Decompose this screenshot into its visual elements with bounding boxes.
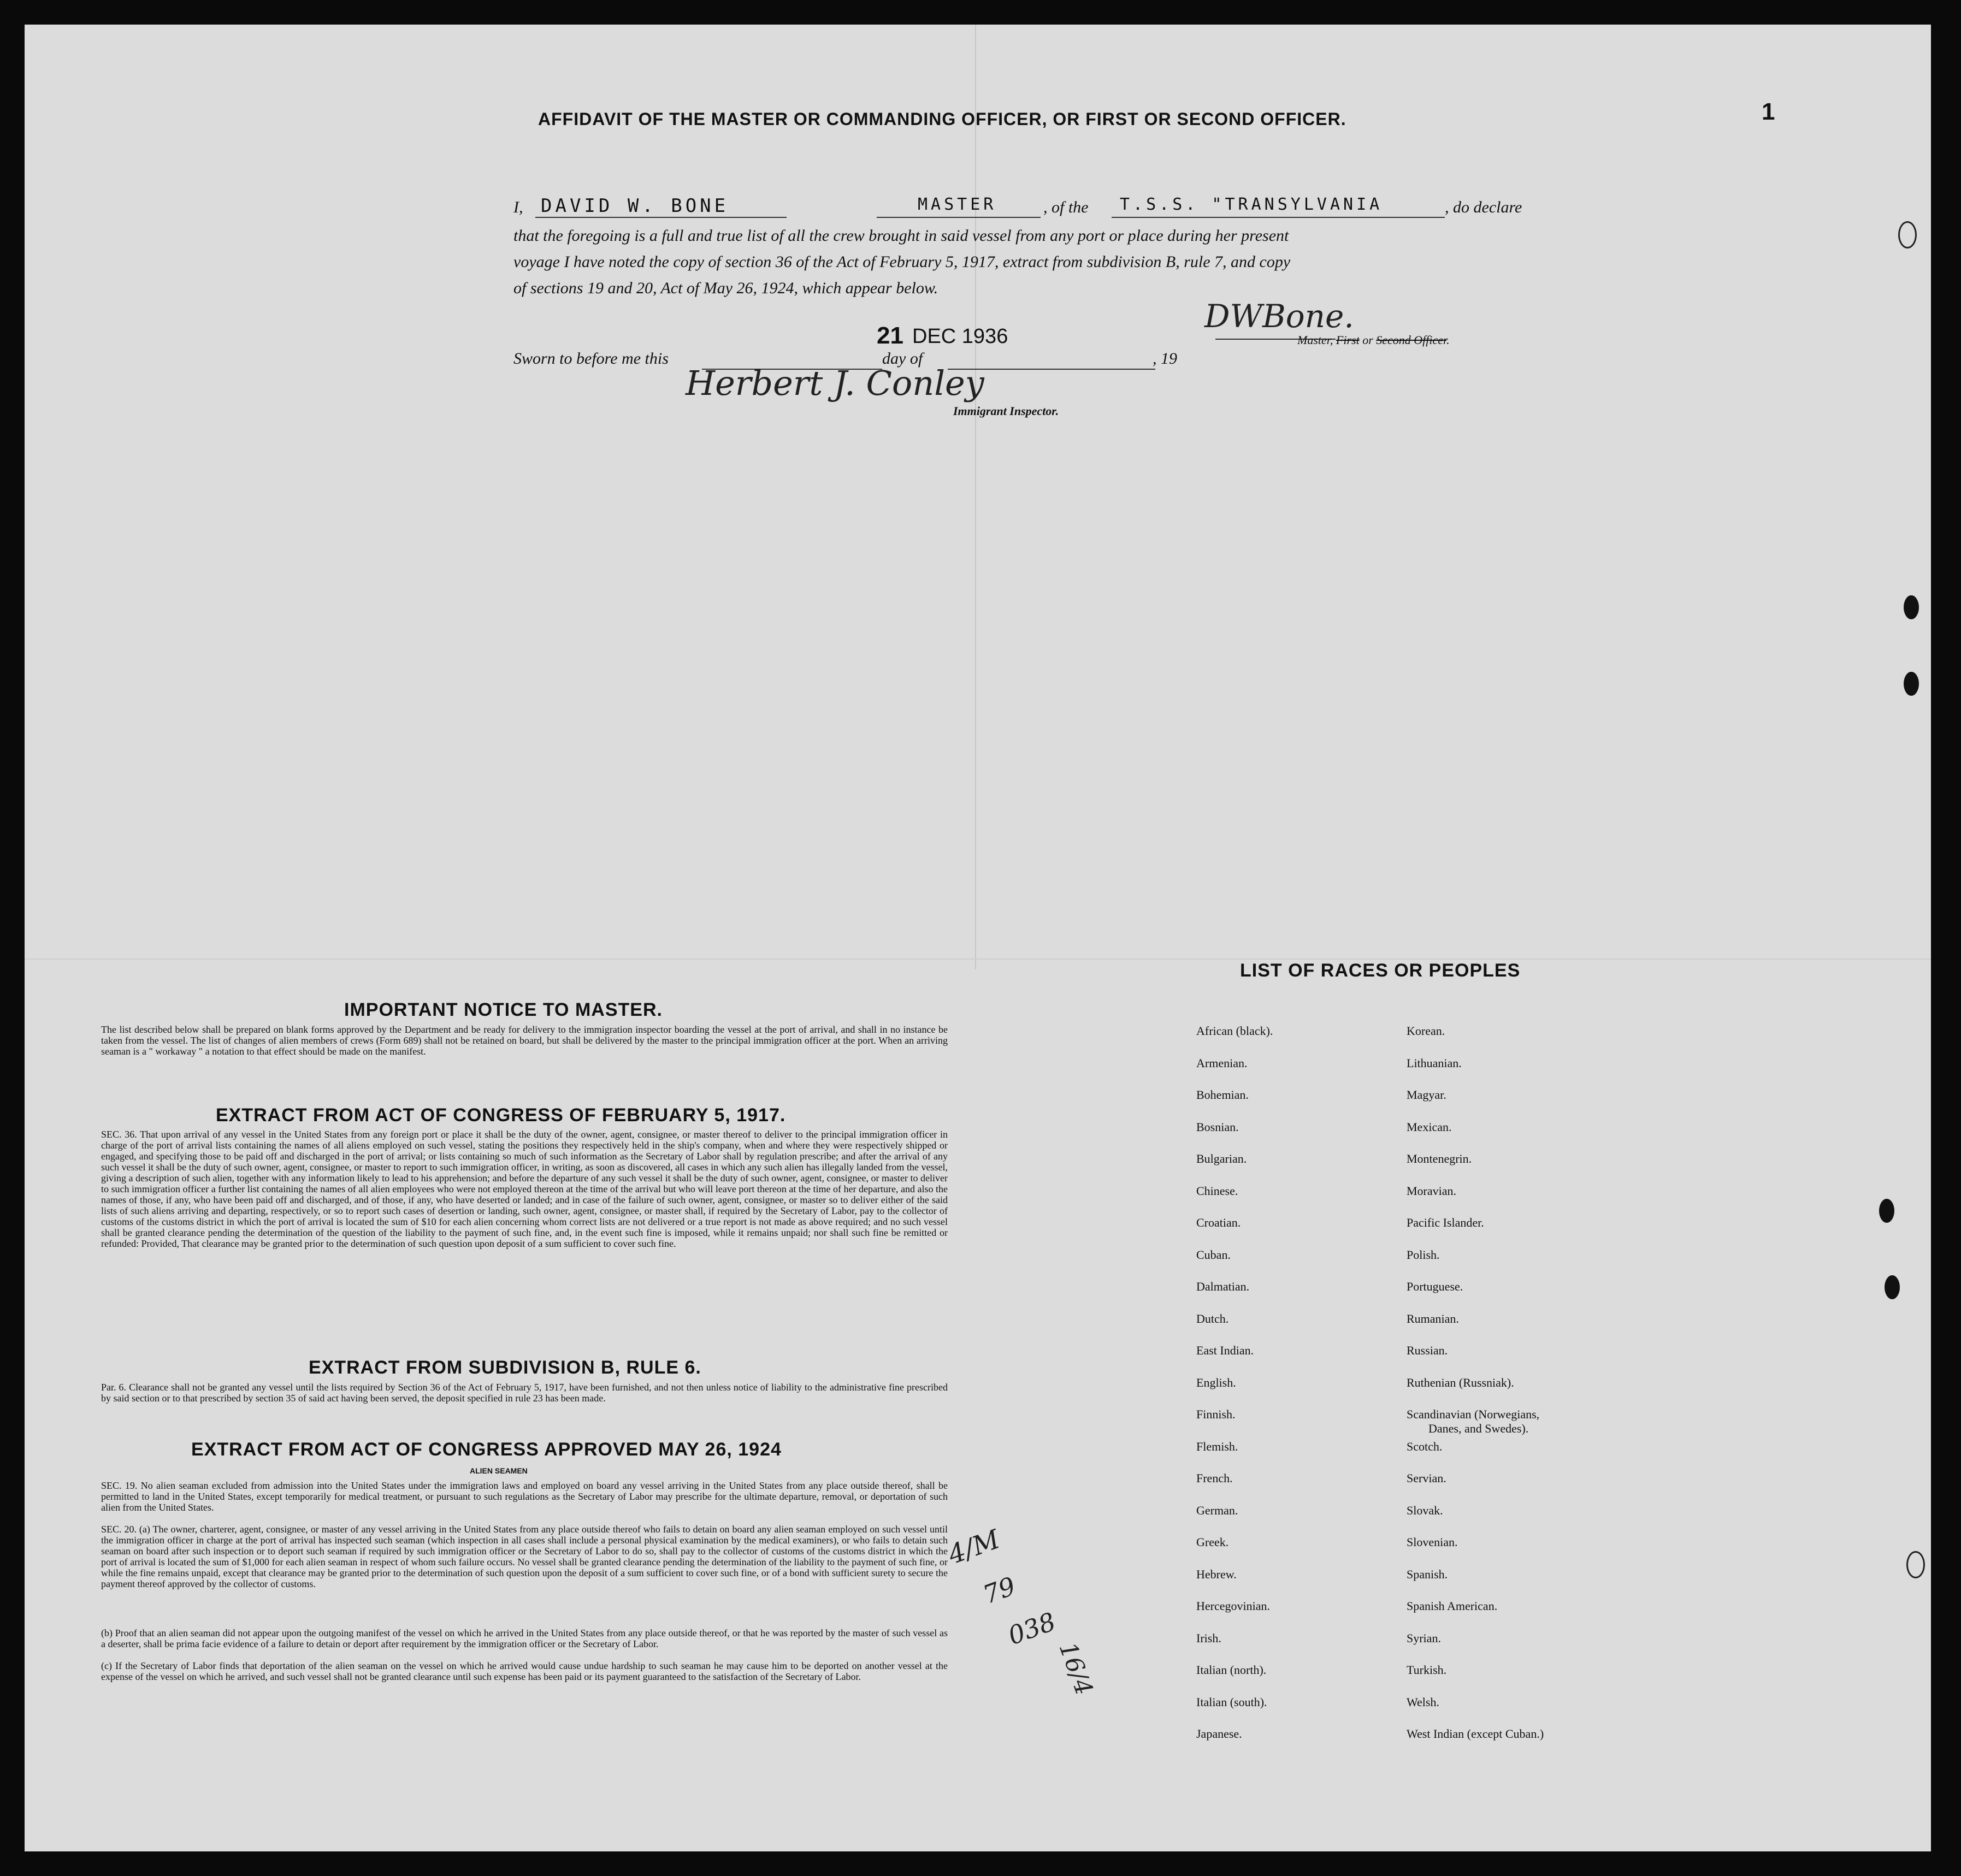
notice-title: IMPORTANT NOTICE TO MASTER. [344, 999, 663, 1020]
caption-second: Second Officer [1376, 333, 1447, 347]
caption-end: . [1446, 333, 1450, 347]
vessel-name: T.S.S. "TRANSYLVANIA [1120, 195, 1383, 214]
race-item: Croatian. [1196, 1216, 1241, 1229]
race-item: Slovak. [1407, 1503, 1443, 1517]
race-item: Welsh. [1407, 1695, 1439, 1709]
affidavit-title: AFFIDAVIT OF THE MASTER OR COMMANDING OFFICER, OR FIRST OR SECOND OFFICER. [538, 109, 1346, 129]
races-title: LIST OF RACES OR PEOPLES [1240, 960, 1521, 981]
page-number: 1 [1762, 98, 1775, 125]
document-page [25, 25, 1931, 1851]
sworn-label: Sworn to before me this [513, 350, 669, 368]
races-right-column [1407, 1024, 1544, 1759]
race-item: Montenegrin. [1407, 1152, 1472, 1165]
race-item: Spanish. [1407, 1567, 1448, 1581]
race-item: Cuban. [1196, 1247, 1231, 1262]
race-item-text: Scandinavian (Norwegians, [1407, 1407, 1540, 1421]
race-item: West Indian (except Cuban.) [1407, 1727, 1544, 1741]
inspector-signature: Herbert J. Conley [686, 363, 984, 403]
race-item: Rumanian. [1407, 1311, 1459, 1325]
race-item: Turkish. [1407, 1663, 1447, 1677]
race-item: Polish. [1407, 1247, 1440, 1262]
race-item: Bulgarian. [1196, 1152, 1247, 1165]
race-item: Bosnian. [1196, 1120, 1239, 1134]
sec-20b-text: (b) Proof that an alien seaman did not appear upon the outgoing manifest of the vessel on which he arrived in the United States from any place outside thereof, or that he was reported by the master of such vessel as a deserter, shall be prima facie evidence of a failure to detain or deport after requirement by the immigration officer or the Secretary of Labor. [101, 1628, 948, 1649]
date-stamp-day: 21 [877, 322, 903, 349]
inspector-caption: Immigrant Inspector. [953, 404, 1059, 418]
race-item: Scotch. [1407, 1439, 1443, 1453]
punch-hole [1898, 221, 1917, 248]
date-stamp: DEC 1936 [912, 325, 1008, 348]
extract-1917-title: EXTRACT FROM ACT OF CONGRESS OF FEBRUARY 5, 1917. [216, 1105, 786, 1126]
race-item: Greek. [1196, 1535, 1229, 1549]
caption-or: or [1362, 333, 1373, 347]
race-item [1407, 1407, 1544, 1440]
fold-line-horizontal [25, 958, 1931, 960]
punch-hole [1904, 595, 1919, 619]
caption-master: Master, [1297, 333, 1333, 347]
fold-line-vertical [975, 25, 976, 969]
name-underline [535, 217, 787, 218]
race-item: Slovenian. [1407, 1535, 1458, 1549]
affidavit-line-4: of sections 19 and 20, Act of May 26, 1924, which appear below. [513, 279, 938, 297]
alien-seamen-subtitle: ALIEN SEAMEN [470, 1466, 528, 1475]
handwritten-note-2: 79 [979, 1571, 1020, 1610]
race-item: Portuguese. [1407, 1280, 1463, 1293]
extract-1924-title: EXTRACT FROM ACT OF CONGRESS APPROVED MAY 26, 1924 [191, 1439, 782, 1460]
race-item: Magyar. [1407, 1088, 1446, 1102]
master-caption [1297, 333, 1450, 347]
affidavit-line-2: that the foregoing is a full and true list of all the crew brought in said vessel from any port or place during her present [513, 227, 1289, 245]
race-item: Dutch. [1196, 1311, 1229, 1325]
punch-hole [1906, 1551, 1925, 1578]
of-the-label: , of the [1043, 198, 1089, 216]
handwritten-note-1: 4/M [944, 1524, 1004, 1571]
rank-underline [877, 217, 1041, 218]
punch-hole [1879, 1199, 1894, 1223]
race-item: Japanese. [1196, 1727, 1242, 1741]
affidavit-line-3: voyage I have noted the copy of section 36 of the Act of February 5, 1917, extract from subdivision B, rule 7, and copy [513, 253, 1291, 271]
race-item: African (black). [1196, 1024, 1273, 1038]
race-item: Irish. [1196, 1631, 1221, 1645]
affidavit-i: I, [513, 198, 523, 216]
notice-text: The list described below shall be prepared on blank forms approved by the Department and be ready for delivery to the immigration inspector boarding the vessel at the port of arrival, and shall in no instance be taken from the vessel. The list of changes of alien members of crews (Form 689) shall not be retained on board, but shall be delivered by the master to the principal immigration officer at the port. When an arriving seaman is a " workaway " a notation to that effect should be made on the manifest. [101, 1024, 948, 1057]
sec-20a-text: SEC. 20. (a) The owner, charterer, agent, consignee, or master of any vessel arriving in the United States from any place outside thereof who fails to detain on board any alien seaman employed on such vessel until the immigration officer in charge at the port of arrival has inspected such seaman (which inspection in all cases shall include a personal physical examination by the medical examiners), or who fails to detain such seaman on board after such inspection or to deport such seaman if required by such immigration officer or the Secretary of Labor to do so, shall pay to the collector of customs of the customs district in which the port of arrival is located the sum of $1,000 for each alien seaman in respect of whom such failure occurs. No vessel shall be granted clearance pending the determination of the liability to the payment of such fine, or while the fine remains unpaid, except that clearance may be granted prior to the determination of such question upon the deposit of a sum sufficient to cover such fine, or of a bond with sufficient surety to secure the payment thereof approved by the collector of customs. [101, 1524, 948, 1589]
race-item: Russian. [1407, 1344, 1448, 1357]
rule-6-text: Par. 6. Clearance shall not be granted any vessel until the lists required by Section 36 of the Act of February 5, 1917, have been furnished, and not then unless notice of liability to the administrative fine prescribed by said section or to that prescribed by section 35 of said act having been served, the deposit specified in rule 23 has been made. [101, 1382, 948, 1404]
race-item: Finnish. [1196, 1407, 1236, 1421]
do-declare-label: , do declare [1445, 198, 1522, 216]
race-item: East Indian. [1196, 1344, 1254, 1357]
race-item: Korean. [1407, 1024, 1445, 1038]
master-name: DAVID W. BONE [541, 195, 729, 217]
race-item: Bohemian. [1196, 1088, 1249, 1102]
race-item: Dalmatian. [1196, 1280, 1250, 1293]
sec-20c-text: (c) If the Secretary of Labor finds that deportation of the alien seaman on the vessel on which he arrived would cause undue hardship to such seaman he may cause him to be deported on another vessel at the expense of the vessel on which he arrived, and such vessel shall not be granted clearance until such expense has been paid or its payment guaranteed to the satisfaction of the Secretary of Labor. [101, 1660, 948, 1682]
race-item: Syrian. [1407, 1631, 1441, 1645]
master-rank: MASTER [918, 195, 997, 214]
race-item: Italian (north). [1196, 1663, 1267, 1677]
race-item: Flemish. [1196, 1439, 1238, 1453]
day-of-label: day of [882, 350, 923, 368]
punch-hole [1904, 672, 1919, 696]
caption-first: First [1336, 333, 1360, 347]
race-item: French. [1196, 1471, 1233, 1485]
extract-1917-text: SEC. 36. That upon arrival of any vessel in the United States from any foreign port or place it shall be the duty of the owner, agent, consignee, or master thereof to deliver to the principal immigration officer in charge of the port of arrival lists containing the names of all aliens employed on such vessel, stating the positions they respectively held in the ship's company, when and where they were respectively shipped or engaged, and specifying those to be paid off and discharged in the port of arrival; or lists containing so much of such information as the Secretary of Labor shall by regulation prescribe; and after the arrival of any such vessel it shall be the duty of such owner, agent, consignee, or master to report to such immigration officer, in writing, as soon as discovered, all cases in which any such alien has illegally landed from the vessel, giving a description of such alien, together with any information likely to lead to his apprehension; and before the departure of any such vessel it shall be the duty of such owner, agent, consignee, or master to deliver to such immigration officer a further list containing the names of all alien employees who were not employed thereon at the time of the arrival but who will leave port thereon at the time of her departure, and also the names of those, if any, who have been paid off and discharged, and of those, if any, who have deserted or landed; and in case of the failure of such owner, agent, consignee, or master so to deliver either of the said lists of such aliens arriving and departing, respectively, or so to report such cases of desertion or landing, such owner, agent, consignee, or master shall, if required by the Secretary of Labor, pay to the collector of customs of the customs district in which the port of arrival is located the sum of $10 for each alien concerning whom correct lists are not delivered or a true report is not made as above required; and no such vessel shall be granted clearance pending the determination of the question of the liability to the payment of such fine, and, in the event such fine is imposed, while it remains unpaid; nor shall such fine be remitted or refunded: Provided, That clearance may be granted prior to the determination of such question upon deposit of a sum sufficient to cover such fine. [101, 1129, 948, 1249]
handwritten-note-3: 038 [1004, 1606, 1060, 1651]
year-prefix: , 19 [1153, 350, 1177, 368]
race-item: Hercegovinian. [1196, 1599, 1270, 1613]
race-item: Ruthenian (Russniak). [1407, 1375, 1514, 1389]
race-item: Chinese. [1196, 1183, 1238, 1198]
vessel-underline [1112, 217, 1445, 218]
race-item: Armenian. [1196, 1056, 1248, 1070]
race-item: German. [1196, 1503, 1238, 1517]
race-item: Servian. [1407, 1471, 1446, 1485]
race-item: Hebrew. [1196, 1567, 1237, 1581]
race-item: Pacific Islander. [1407, 1216, 1484, 1229]
race-item-continuation: Danes, and Swedes). [1428, 1422, 1529, 1435]
race-item: Mexican. [1407, 1120, 1452, 1134]
race-item: Italian (south). [1196, 1695, 1267, 1709]
master-signature: DWBone. [1204, 298, 1354, 335]
punch-hole [1885, 1275, 1900, 1299]
race-item: Lithuanian. [1407, 1056, 1462, 1070]
handwritten-note-4: 16/4 [1053, 1638, 1098, 1699]
race-item: English. [1196, 1375, 1236, 1389]
sec-19-text: SEC. 19. No alien seaman excluded from admission into the United States under the immigration laws and employed on board any vessel arriving in the United States from any place outside thereof, shall be permitted to land in the United States, except temporarily for medical treatment, or pursuant to such regulations as the Secretary of Labor may prescribe for the ultimate departure, removal, or deportation of such alien from the United States. [101, 1480, 948, 1513]
races-left-column [1196, 1024, 1273, 1759]
race-item: Spanish American. [1407, 1599, 1498, 1613]
race-item: Moravian. [1407, 1183, 1457, 1198]
affidavit-line-1 [513, 198, 523, 217]
rule-6-title: EXTRACT FROM SUBDIVISION B, RULE 6. [309, 1357, 701, 1378]
